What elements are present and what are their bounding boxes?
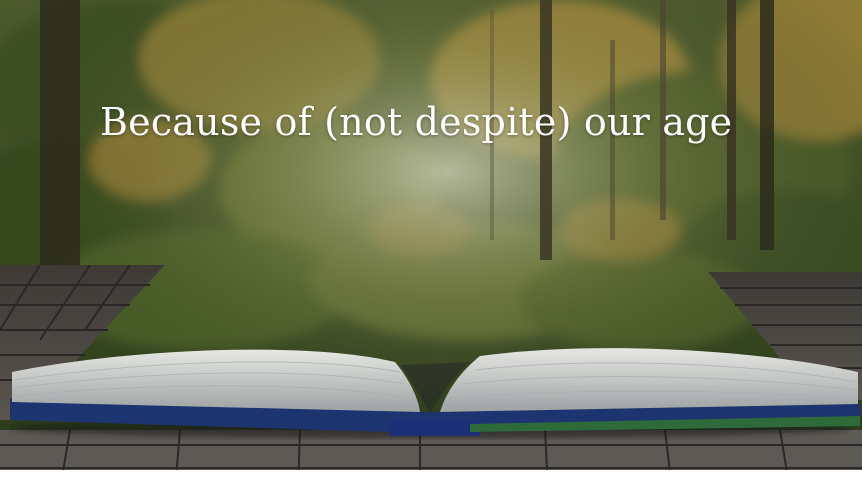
bottom-white-band (0, 470, 862, 490)
hero-headline: Because of (not despite) our age (100, 100, 733, 144)
